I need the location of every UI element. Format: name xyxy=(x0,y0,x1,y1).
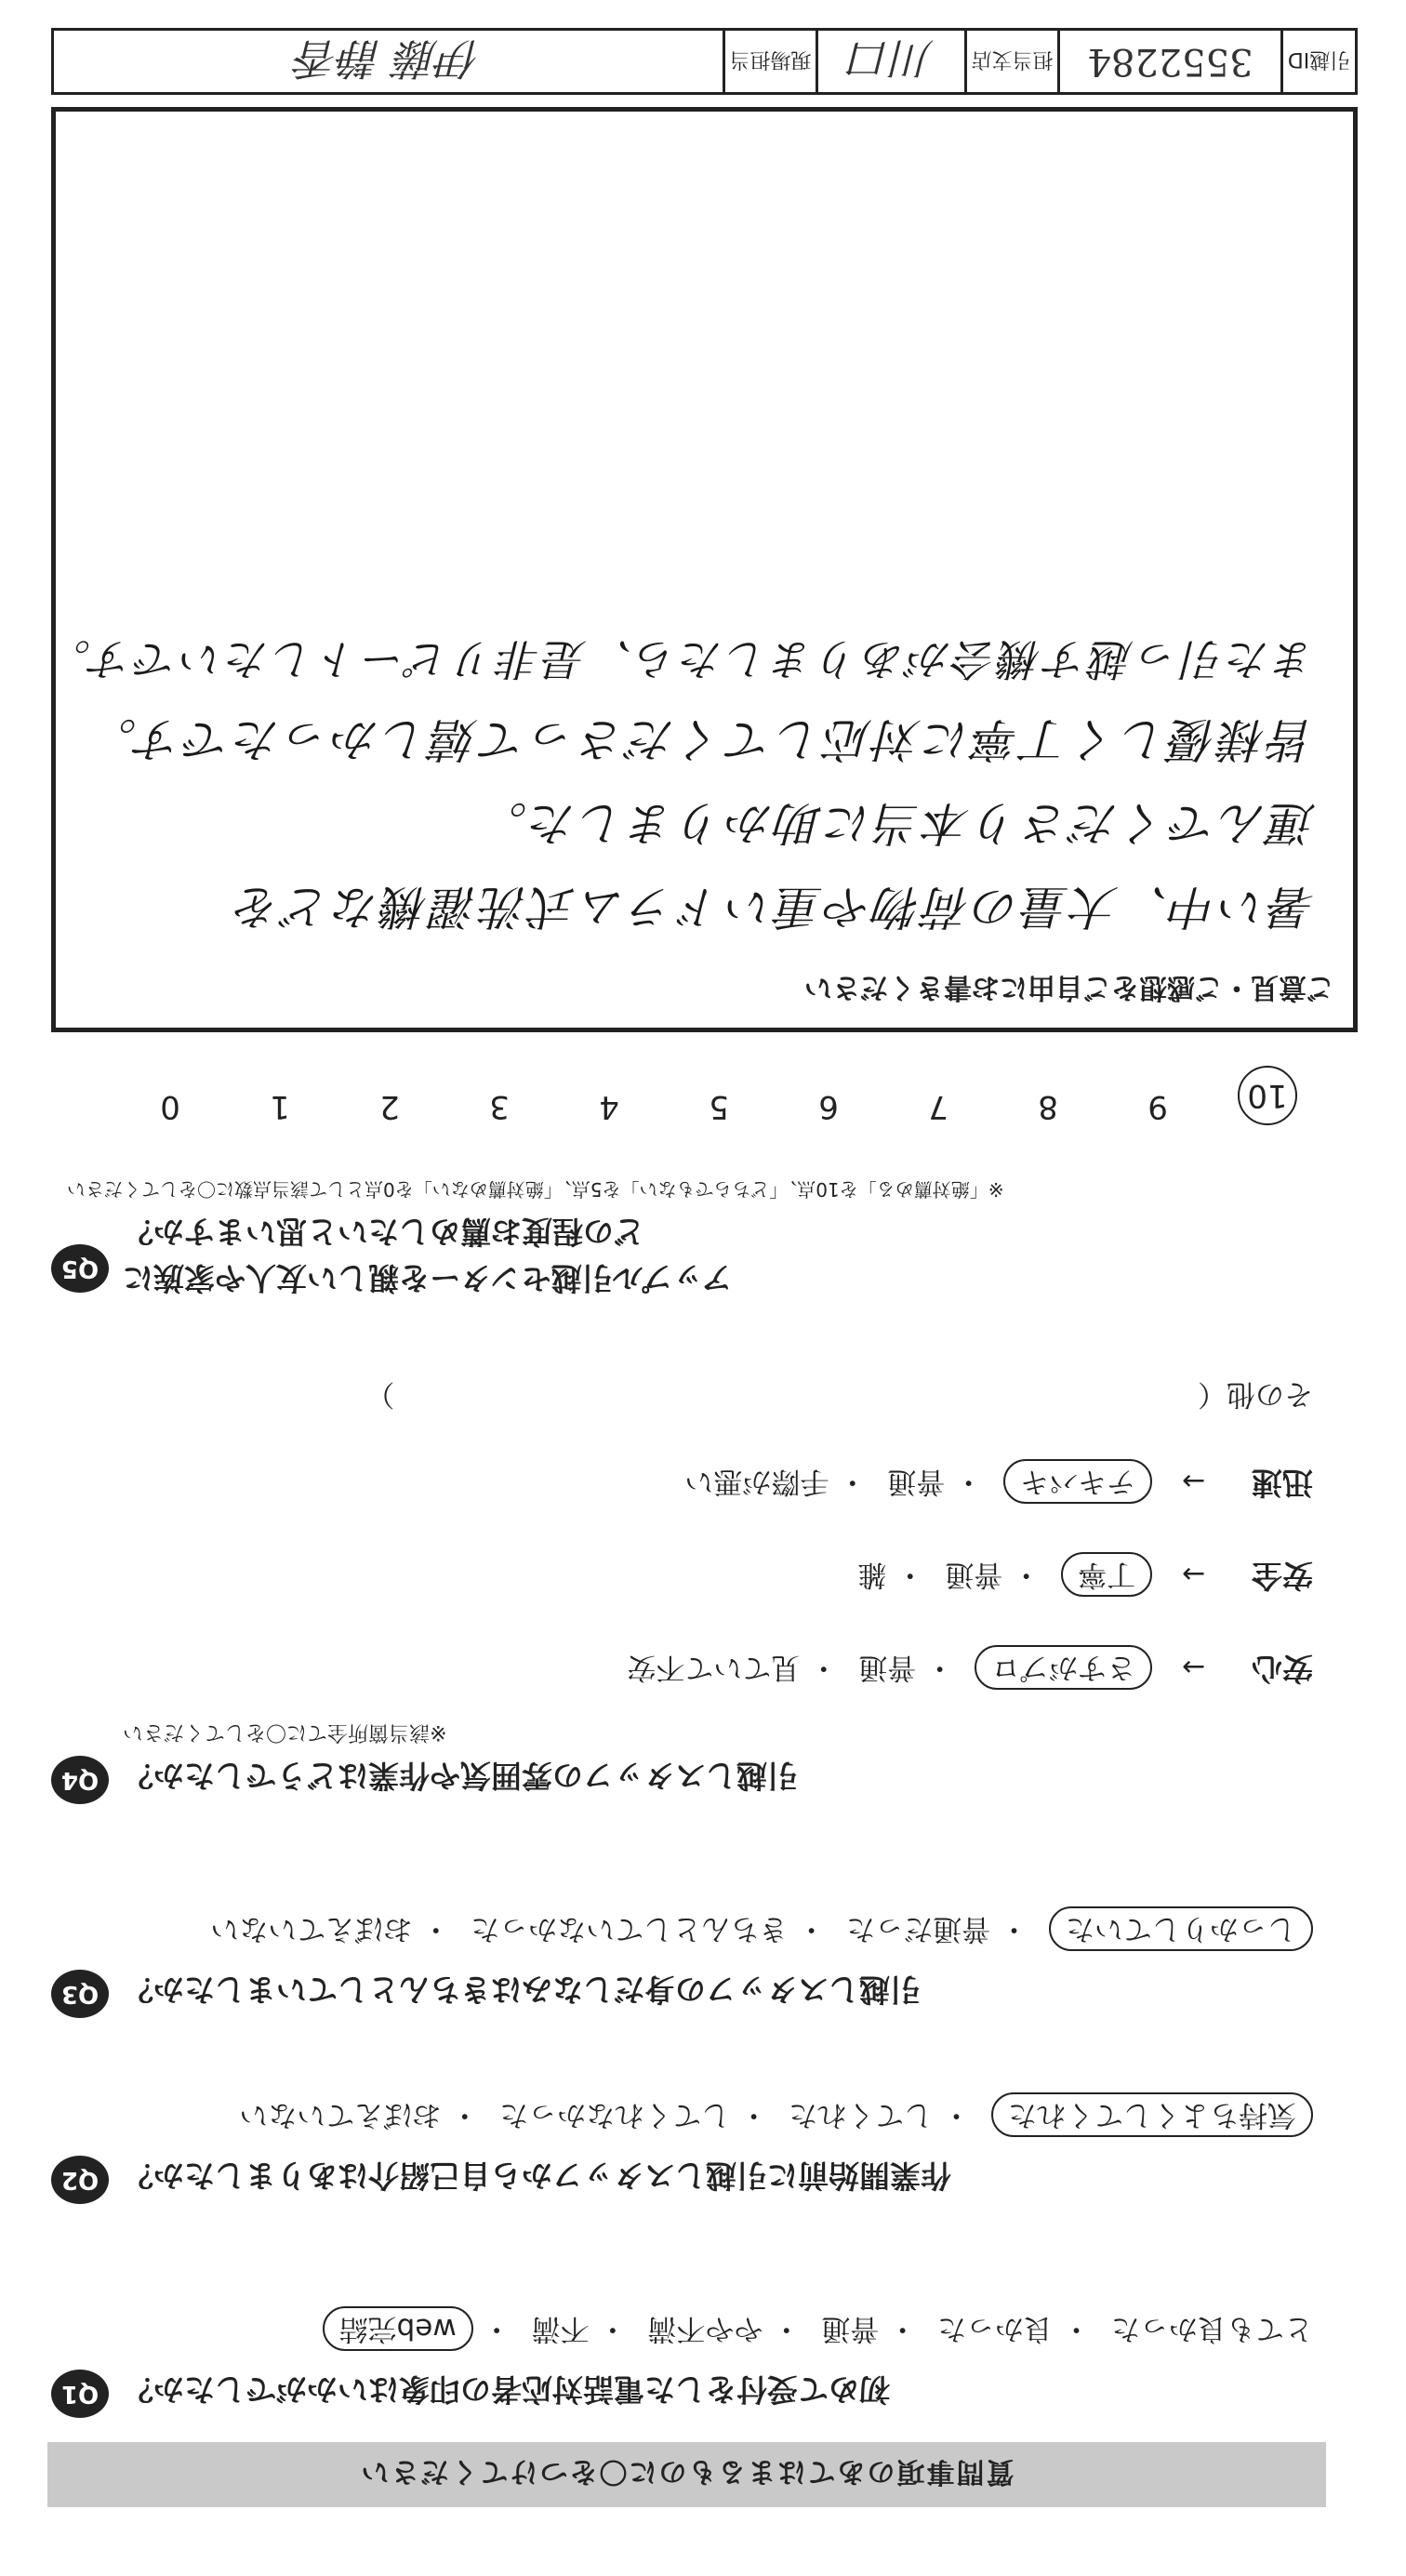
q5-badge: Q5 xyxy=(51,1244,109,1293)
q4-option[interactable]: 普通 xyxy=(945,1558,1003,1591)
q1-option[interactable]: 良かった xyxy=(937,2312,1054,2345)
q4-option[interactable]: 普通 xyxy=(887,1465,946,1498)
q1-option[interactable]: 普通 xyxy=(821,2312,880,2345)
q3-question: 引越しスタッフの身だしなみはきちんとしていましたか？ xyxy=(123,1972,921,2008)
q4-row-label: 安心 xyxy=(1252,1651,1313,1687)
q5-score[interactable] xyxy=(1213,1066,1322,1125)
q4-note: ※該当箇所全てに〇をしてください xyxy=(123,1720,447,1744)
q4-option[interactable]: 普通 xyxy=(858,1651,917,1684)
q4-row-1: 安心 → さすがプロ・ 普通・ 見ていて不安 xyxy=(606,1649,1313,1693)
q2-option[interactable]: してくれた xyxy=(789,2098,934,2131)
q1-question: 初めて受付をした電話対応者の印象はいかがでしたか？ xyxy=(123,2371,890,2408)
moving-id-label: 引越ID xyxy=(1280,31,1355,92)
q4-option-selected[interactable]: さすがプロ xyxy=(975,1645,1152,1690)
q4-other xyxy=(123,1376,1313,1418)
q2-option[interactable]: してくれなかった xyxy=(499,2098,731,2131)
comment-heading: ご意見・ご感想をご自由にお書きください xyxy=(804,971,1334,1003)
q2-badge: Q2 xyxy=(51,2156,109,2204)
branch-value: 川口 xyxy=(816,31,964,92)
q5-scale xyxy=(115,1066,1322,1125)
q3-option[interactable]: 普通だった xyxy=(846,1912,991,1945)
q1-badge: Q1 xyxy=(51,2370,109,2418)
q5-score[interactable]: 5 xyxy=(709,1088,729,1125)
branch-label: 担当支店 xyxy=(964,31,1057,92)
q4-option[interactable]: 手際が悪い xyxy=(684,1465,829,1498)
moving-id-value: 3552284 xyxy=(1057,31,1280,92)
q5-score[interactable]: 6 xyxy=(818,1088,839,1125)
q1-options: とても良かった・ 良かった・ 普通・ やや不満・ 不満・ web完結 xyxy=(302,2311,1313,2353)
q5-score-selected[interactable]: 10 xyxy=(1238,1066,1297,1125)
arrow-icon: → xyxy=(1182,1465,1206,1497)
comment-line: 暑い中、大量の荷物や重いドラム式洗濯機などを xyxy=(232,880,1316,934)
q4-row-label: 安全 xyxy=(1252,1558,1313,1594)
q2-option-selected[interactable]: 気持ちよくしてくれた xyxy=(991,2092,1313,2137)
q1-option-selected[interactable]: web完結 xyxy=(323,2306,473,2351)
q1-option[interactable]: とても良かった xyxy=(1111,2312,1313,2345)
q3-option[interactable]: きちんとしていなかった xyxy=(471,1912,789,1945)
q2-options: 気持ちよくしてくれた・ してくれた・ してくれなかった・ おぼえていない xyxy=(219,2097,1313,2139)
q5-question-line2: どの程度お薦めしたいと思いますか？ xyxy=(123,1214,644,1250)
q4-option-selected[interactable]: 丁寧 xyxy=(1061,1552,1152,1597)
q5-score[interactable]: 4 xyxy=(599,1088,619,1125)
q5-score[interactable]: 1 xyxy=(270,1088,290,1125)
q2-option[interactable]: おぼえていない xyxy=(239,2098,442,2131)
q4-option[interactable]: 雑 xyxy=(857,1558,887,1591)
q5-score[interactable]: 9 xyxy=(1147,1088,1168,1125)
q2-question: 作業開始前に引越しスタッフから自己紹介はありましたか？ xyxy=(123,2158,951,2194)
comment-line: また引っ越す機会がありましたら、是非リピートしたいです。 xyxy=(45,634,1316,684)
q4-question: 引越しスタッフの雰囲気や作業はどうでしたか？ xyxy=(123,1758,798,1794)
q4-option-selected[interactable]: テキパキ xyxy=(1003,1459,1152,1504)
q4-option[interactable]: 見ていて不安 xyxy=(627,1651,801,1684)
q3-option-selected[interactable]: しっかりしていた xyxy=(1049,1906,1313,1951)
q5-score[interactable]: 3 xyxy=(489,1088,510,1125)
q3-options: しっかりしていた・ 普通だった・ きちんとしていなかった・ おぼえていない xyxy=(190,1911,1313,1953)
q4-other-label: その他（ xyxy=(1198,1377,1313,1411)
respondent-signature: 伊藤 静香 xyxy=(296,33,481,84)
q5-score[interactable]: 0 xyxy=(160,1088,180,1125)
q1-option[interactable]: やや不満 xyxy=(647,2312,763,2345)
q5-note: ※「絶対薦める」を10点、「どちらでもない」を5点、「絶対薦めない」を0点として該当点数に〇をしてください xyxy=(67,1178,1004,1201)
instruction-banner: 質問事項のあてはまるものに〇をつけてください xyxy=(47,2442,1326,2507)
q1-option[interactable]: 不満 xyxy=(531,2312,590,2345)
q5-score[interactable]: 7 xyxy=(928,1088,948,1125)
q4-other-close: ） xyxy=(365,1377,395,1411)
q5-score[interactable]: 2 xyxy=(379,1088,400,1125)
q5-question-line1: アップル引越センターを親しい友人や家族に xyxy=(123,1260,733,1296)
q5-score[interactable]: 8 xyxy=(1038,1088,1058,1125)
q4-row-label: 迅速 xyxy=(1252,1465,1313,1501)
arrow-icon: → xyxy=(1182,1558,1206,1590)
header-bar xyxy=(51,28,1358,95)
respondent-label: 現場担当 xyxy=(723,31,816,92)
q3-option[interactable]: おぼえていない xyxy=(210,1912,413,1945)
comment-box[interactable] xyxy=(45,107,1358,1032)
q4-badge: Q4 xyxy=(51,1756,109,1804)
arrow-icon: → xyxy=(1182,1651,1206,1683)
comment-line: 皆様優しく丁寧に対応してくださって嬉しかったです。 xyxy=(87,712,1316,766)
q3-badge: Q3 xyxy=(51,1970,109,2018)
q4-row-3: 迅速 → テキパキ・ 普通・ 手際が悪い xyxy=(664,1463,1313,1507)
comment-line: 運んでくださり本当に助かりました。 xyxy=(478,796,1316,850)
q4-row-2: 安全 → 丁寧・ 普通・ 雑 xyxy=(837,1556,1313,1600)
